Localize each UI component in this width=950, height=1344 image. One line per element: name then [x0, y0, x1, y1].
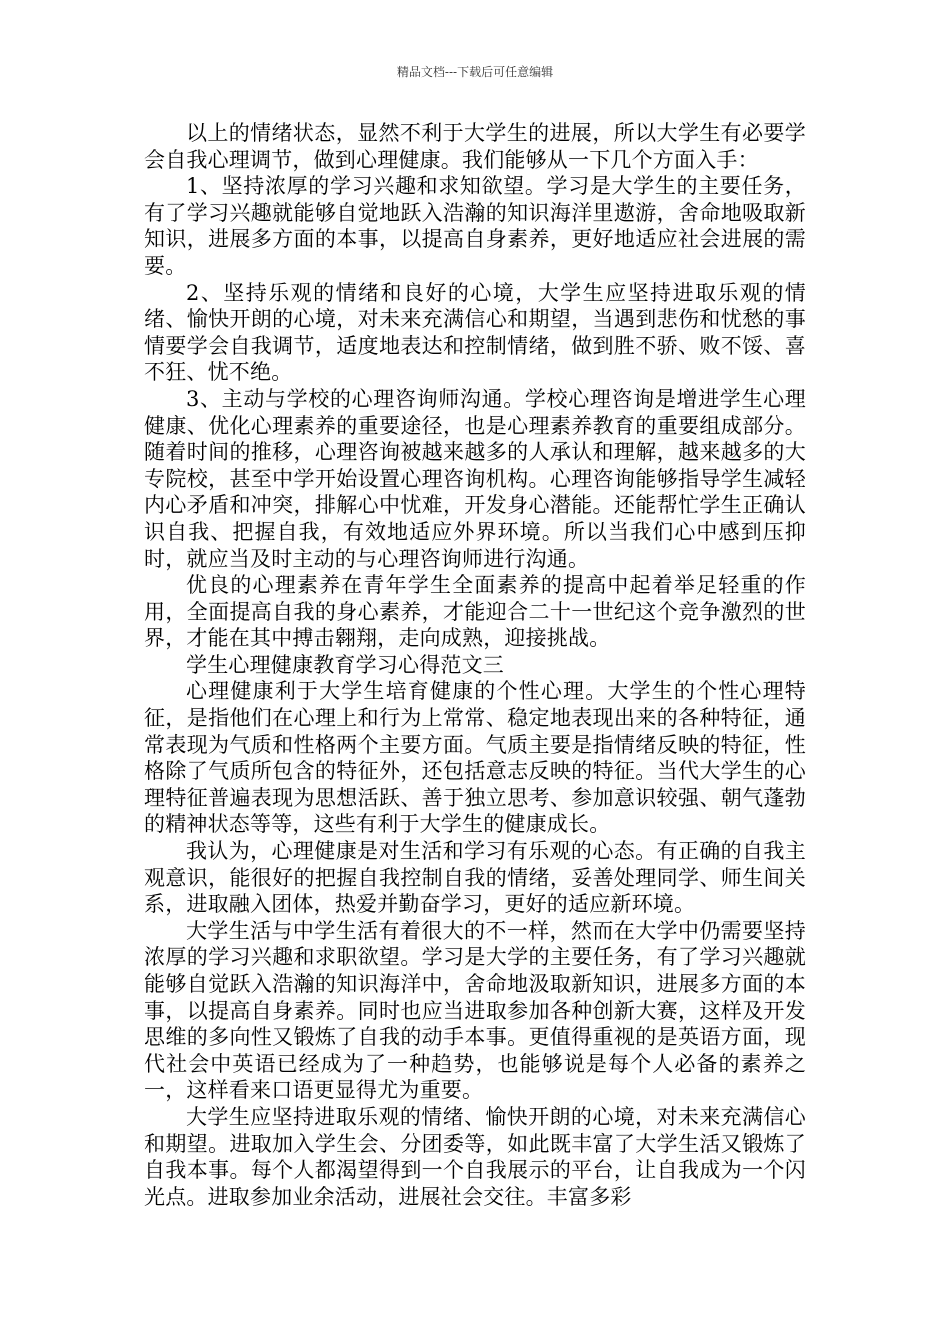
- paragraph-attitude: 大学生应坚持进取乐观的情绪、愉快开朗的心境，对未来充满信心和期望。进取加入学生会、分团委等，如此既丰富了大学生活又锻炼了自我本事。每个人都渴望得到一个自我展示的平台，让自我成为一个闪光点。进取参加业余活动，进展社会交往。丰富多彩: [144, 1104, 806, 1209]
- paragraph-intro: 以上的情绪状态，显然不利于大学生的进展，所以大学生有必要学会自我心理调节，做到心理健康。我们能够从一下几个方面入手：: [144, 121, 806, 172]
- paragraph-point-1: 1、坚持浓厚的学习兴趣和求知欲望。学习是大学生的主要任务，有了学习兴趣就能够自觉地跃入浩瀚的知识海洋里遨游，舍命地吸取新知识，进展多方面的本事，以提高自身素养，更好地适应社会进展的需要。: [144, 174, 806, 278]
- paragraph-point-3: 3、主动与学校的心理咨询师沟通。学校心理咨询是增进学生心理健康、优化心理素养的重要途径，也是心理素养教育的重要组成部分。随着时间的推移，心理咨询被越来越多的人承认和理解，越来越多的大专院校，甚至中学开始设置心理咨询机构。心理咨询能够指导学生减轻内心矛盾和冲突，排解心中忧难，开发身心潜能。还能帮忙学生正确认识自我、把握自我，有效地适应外界环境。所以当我们心中感到压抑时，就应当及时主动的与心理咨询师进行沟通。: [144, 386, 806, 571]
- page-header: 精品文档---下载后可任意编辑: [396, 65, 554, 79]
- paragraph-university-life: 大学生活与中学生活有着很大的不一样，然而在大学中仍需要坚持浓厚的学习兴趣和求职欲望。学习是大学的主要任务，有了学习兴趣就能够自觉跃入浩瀚的知识海洋中，舍命地汲取新知识，进展多方面的本事，以提高自身素养。同时也应当进取参加各种创新大赛，这样及开发思维的多向性又锻炼了自我的动手本事。更值得重视的是英语方面，现代社会中英语已经成为了一种趋势，也能够说是每个人必备的素养之一，这样看来口语更显得尤为重要。: [144, 918, 806, 1103]
- document-body: [144, 120, 806, 1210]
- paragraph-point-2: 2、坚持乐观的情绪和良好的心境，大学生应坚持进取乐观的情绪、愉快开朗的心境，对未来充满信心和期望，当遇到悲伤和忧愁的事情要学会自我调节，适度地表达和控制情绪，做到胜不骄、败不馁、喜不狂、忧不绝。: [144, 280, 806, 385]
- paragraph-personality: 心理健康利于大学生培育健康的个性心理。大学生的个性心理特征，是指他们在心理上和行为上常常、稳定地表现出来的各种特征，通常表现为气质和性格两个主要方面。气质主要是指情绪反映的特征，性格除了气质所包含的特征外，还包括意志反映的特征。当代大学生的心理特征普遍表现为思想活跃、善于独立思考、参加意识较强、朝气蓬勃的精神状态等等，这些有利于大学生的健康成长。: [144, 679, 806, 837]
- section-title: 学生心理健康教育学习心得范文三: [186, 652, 504, 677]
- paragraph-conclusion: 优良的心理素养在青年学生全面素养的提高中起着举足轻重的作用，全面提高自我的身心素养，才能迎合二十一世纪这个竞争激烈的世界，才能在其中搏击翱翔，走向成熟，迎接挑战。: [144, 573, 806, 651]
- paragraph-opinion: 我认为，心理健康是对生活和学习有乐观的心态。有正确的自我主观意识，能很好的把握自我控制自我的情绪，妥善处理同学、师生间关系，进取融入团体，热爱并勤奋学习，更好的适应新环境。: [144, 839, 806, 917]
